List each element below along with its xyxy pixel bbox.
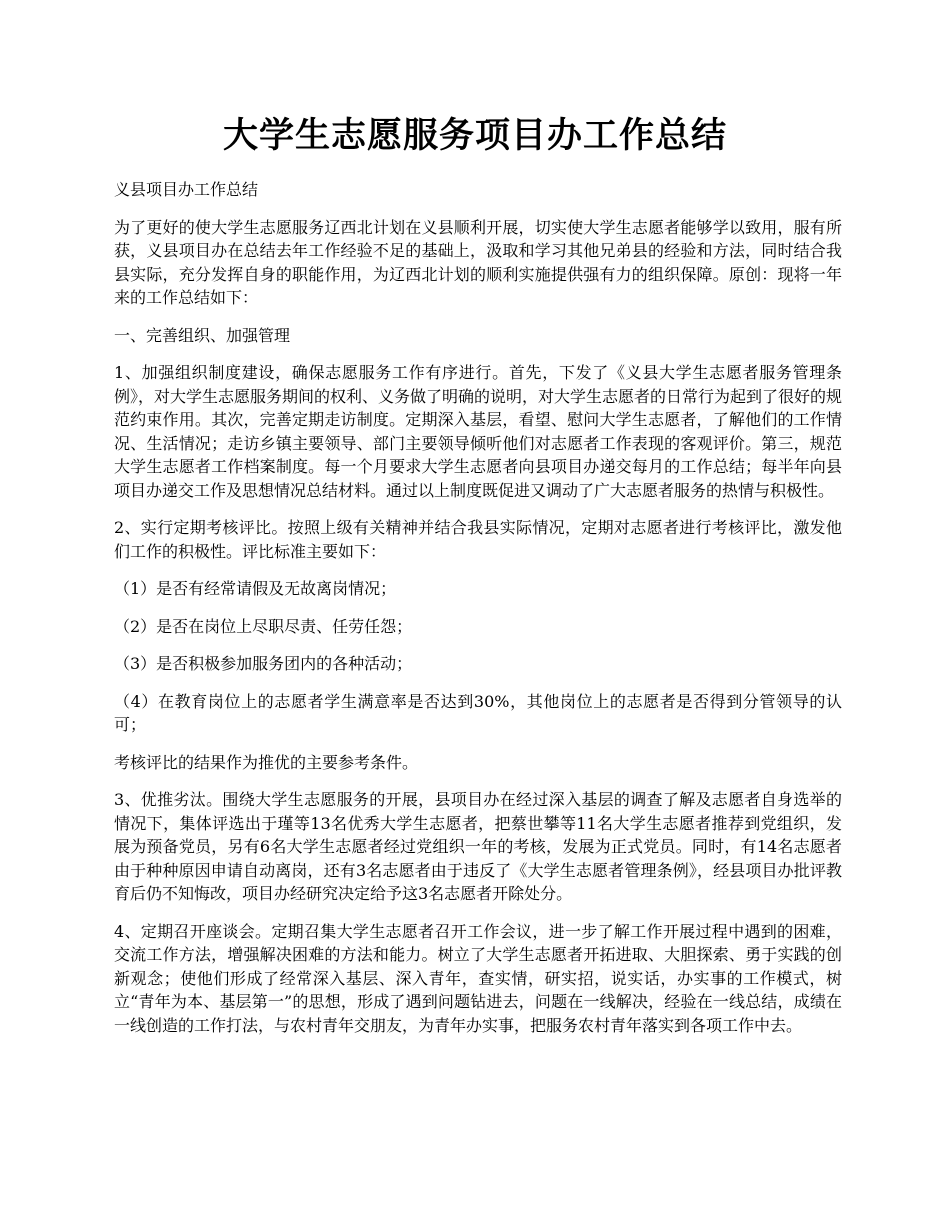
document-body — [114, 178, 842, 1051]
body-paragraph: 3、优推劣汰。围绕大学生志愿服务的开展，县项目办在经过深入基层的调查了解及志愿者自身选举的情况下，集体评选出于瑾等13名优秀大学生志愿者，把蔡世攀等11名大学生志愿者推荐到党组织，发展为预备党员，另有6名大学生志愿者经过党组织一年的考核，发展为正式党员。同时，有14名志愿者由于种种原因申请自动离岗，还有3名志愿者由于违反了《大学生志愿者管理条例》，经县项目办批评教育后仍不知悔改，项目办经研究决定给予这3名志愿者开除处分。 — [114, 790, 842, 903]
subtitle-paragraph: 义县项目办工作总结 — [114, 180, 259, 199]
section-heading: 一、完善组织、加强管理 — [114, 325, 291, 345]
intro-paragraph: 为了更好的使大学生志愿服务辽西北计划在义县顺利开展，切实使大学生志愿者能够学以致用，服有所获，义县项目办在总结去年工作经验不足的基础上，汲取和学习其他兄弟县的经验和方法，同时结合我县实际，充分发挥自身的职能作用，为辽西北计划的顺利实施提供强有力的组织保障。原创：现将一年来的工作总结如下： — [114, 217, 842, 307]
criteria-item: （4）在教育岗位上的志愿者学生满意率是否达到30%，其他岗位上的志愿者是否得到分管领导的认可； — [114, 691, 842, 734]
body-paragraph: 2、实行定期考核评比。按照上级有关精神并结合我县实际情况，定期对志愿者进行考核评比，激发他们工作的积极性。评比标准主要如下： — [114, 518, 842, 561]
body-paragraph: 4、定期召开座谈会。定期召集大学生志愿者召开工作会议，进一步了解工作开展过程中遇到的困难，交流工作方法，增强解决困难的方法和能力。树立了大学生志愿者开拓进取、大胆探索、勇于实践的创新观念；使他们形成了经常深入基层、深入青年，查实情，研实招，说实话，办实事的工作模式，树立“青年为本、基层第一”的思想，形成了遇到问题钻进去，问题在一线解决，经验在一线总结，成绩在一线创造的工作打法，与农村青年交朋友，为青年办实事，把服务农村青年落实到各项工作中去。 — [114, 921, 842, 1035]
body-paragraph: 1、加强组织制度建设，确保志愿服务工作有序进行。首先，下发了《义县大学生志愿者服务管理条例》，对大学生志愿服务期间的权利、义务做了明确的说明，对大学生志愿者的日常行为起到了很好的规范约束作用。其次，完善定期走访制度。定期深入基层，看望、慰问大学生志愿者，了解他们的工作情况、生活情况；走访乡镇主要领导、部门主要领导倾听他们对志愿者工作表现的客观评价。第三，规范大学生志愿者工作档案制度。每一个月要求大学生志愿者向县项目办递交每月的工作总结；每半年向县项目办递交工作及思想情况总结材料。通过以上制度既促进又调动了广大志愿者服务的热情与积极性。 — [114, 363, 843, 500]
criteria-item: （2）是否在岗位上尽职尽责、任劳任怨； — [114, 616, 413, 636]
criteria-item: （1）是否有经常请假及无故离岗情况； — [114, 579, 397, 598]
body-paragraph: 考核评比的结果作为推优的主要参考条件。 — [114, 752, 419, 772]
criteria-item: （3）是否积极参加服务团内的各种活动； — [114, 654, 413, 673]
document-title: 大学生志愿服务项目办工作总结 — [222, 115, 727, 156]
